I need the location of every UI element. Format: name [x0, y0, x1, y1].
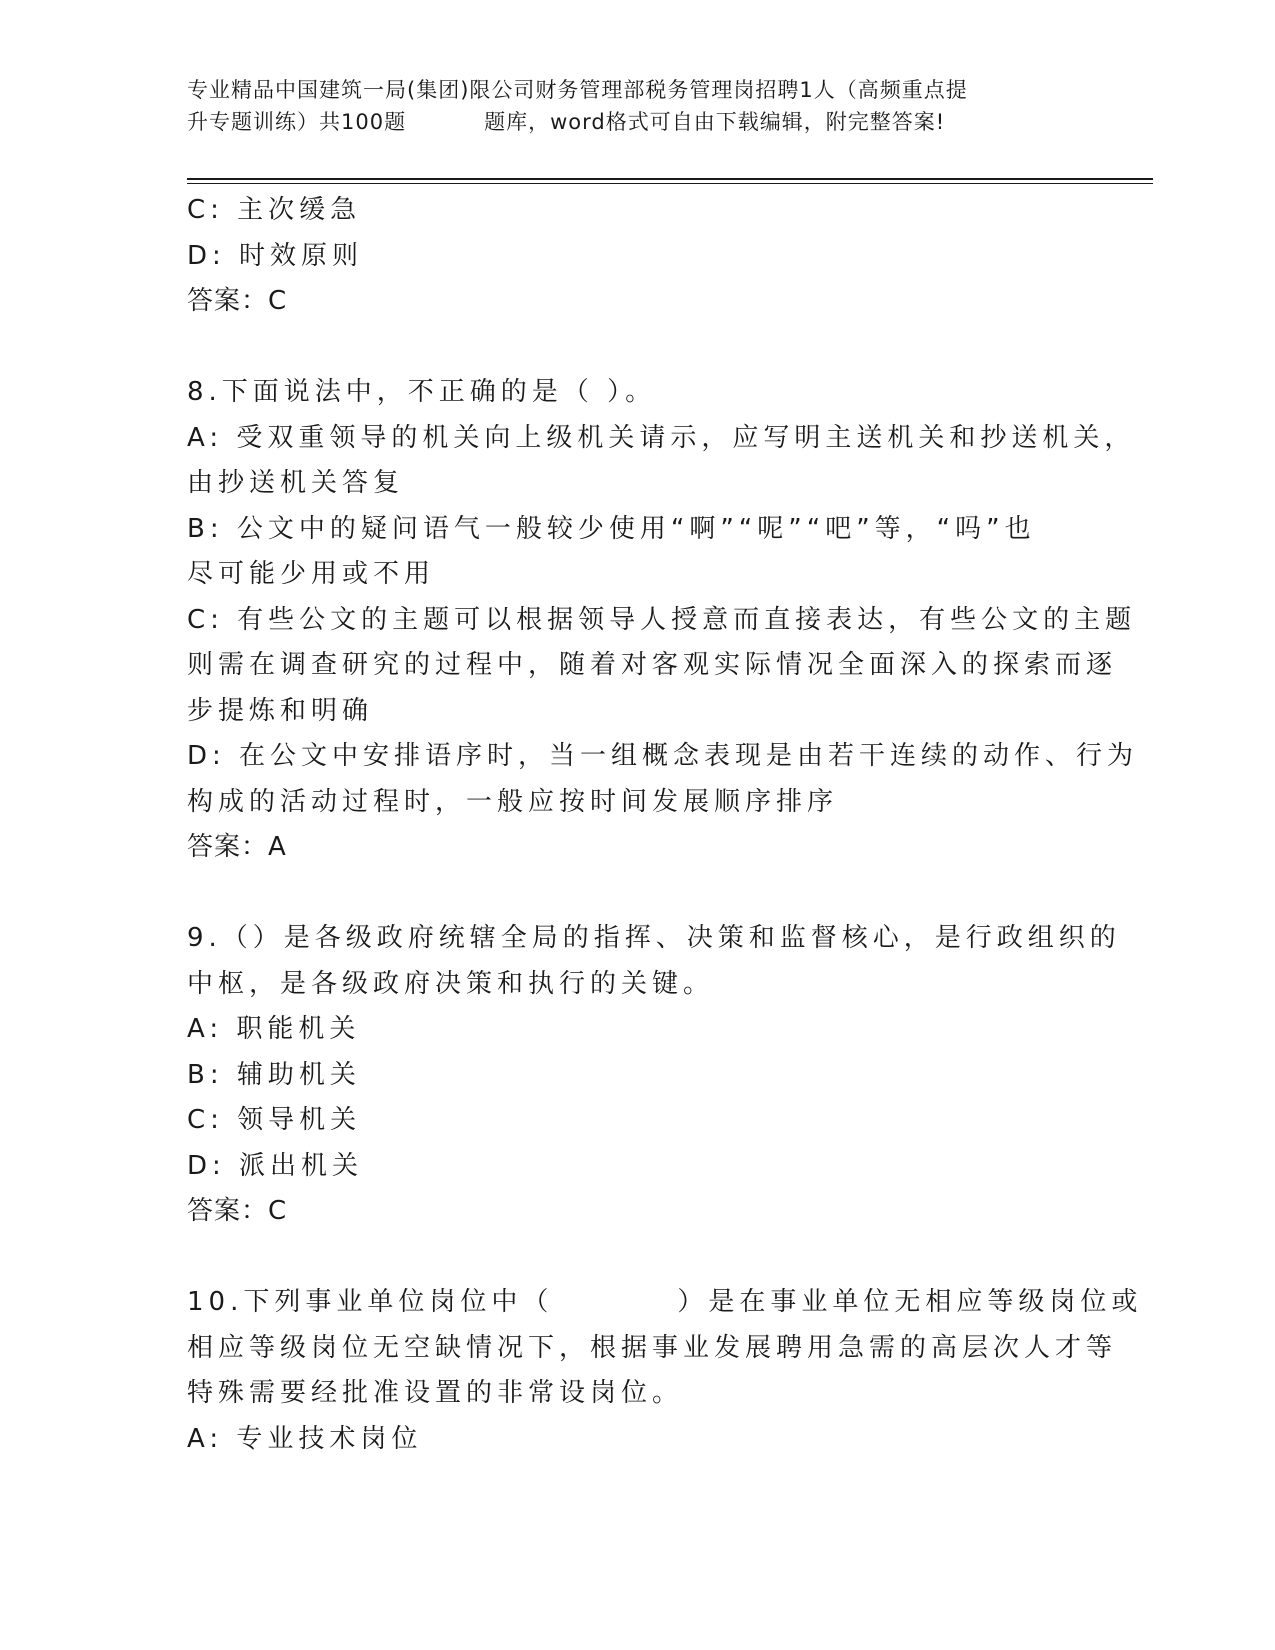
answer: 答案：C — [187, 286, 288, 316]
header-line-2-left: 升专题训练）共100题 — [187, 110, 407, 134]
option-d-line-1: D: 在公文中安排语序时，当一组概念表现是由若干连续的动作、行为 — [187, 741, 1139, 771]
spacer — [187, 1235, 1087, 1281]
question-stem: 8.下面说法中，不正确的是（ ）。 — [187, 377, 657, 407]
option-a: A: 专业技术岗位 — [187, 1423, 423, 1454]
question-content — [187, 188, 1143, 1462]
option-a: A: 职能机关 — [187, 1014, 361, 1044]
question-stem-line-1: 10.下列事业单位岗位中（ ）是在事业单位无相应等级岗位或 — [187, 1287, 1143, 1317]
header-line-1: 专业精品中国建筑一局(集团)限公司财务管理部税务管理岗招聘1人（高频重点提 — [187, 78, 968, 102]
option-c: C: 主次缓急 — [187, 195, 362, 225]
option-c-line-1: C: 有些公文的主题可以根据领导人授意而直接表达，有些公文的主题 — [187, 604, 1137, 635]
question-stem-line-2: 相应等级岗位无空缺情况下，根据事业发展聘用急需的高层次人才等 — [187, 1332, 1118, 1363]
option-d: D: 派出机关 — [187, 1150, 364, 1181]
header-line-2-right: 题库，word格式可自由下载编辑，附完整答案! — [484, 110, 946, 134]
answer: 答案：A — [187, 832, 287, 862]
question-10 — [187, 1280, 1143, 1462]
option-c: C: 领导机关 — [187, 1105, 362, 1135]
option-b: B: 辅助机关 — [187, 1059, 361, 1090]
option-d: D: 时效原则 — [187, 240, 364, 271]
question-stem-line-3: 特殊需要经批准设置的非常设岗位。 — [187, 1378, 684, 1408]
option-c-line-3: 步提炼和明确 — [187, 695, 374, 726]
question-stem-line-1: 9.（）是各级政府统辖全局的指挥、决策和监督核心，是行政组织的 — [187, 923, 1121, 953]
spacer — [187, 325, 1087, 371]
option-a-line-1: A: 受双重领导的机关向上级机关请示，应写明主送机关和抄送机关， — [187, 422, 1136, 453]
option-b-line-2: 尽可能少用或不用 — [187, 559, 436, 589]
question-9 — [187, 916, 1121, 1235]
answer: 答案：C — [187, 1196, 288, 1226]
question-stem-line-2: 中枢，是各级政府决策和执行的关键。 — [187, 968, 715, 999]
header-divider-thin — [187, 183, 1153, 184]
spacer — [187, 871, 1087, 917]
header-divider-thick — [187, 178, 1153, 180]
page-header — [187, 74, 1087, 138]
question-7-tail — [187, 188, 1087, 325]
option-b-line-1: B: 公文中的疑问语气一般较少使用“啊”“呢”“吧”等，“吗”也 — [187, 513, 1036, 544]
option-d-line-2: 构成的活动过程时，一般应按时间发展顺序排序 — [187, 786, 839, 817]
question-8 — [187, 370, 1139, 871]
option-c-line-2: 则需在调查研究的过程中，随着对客观实际情况全面深入的探索而逐 — [187, 650, 1118, 680]
header-line-2 — [187, 106, 1087, 138]
option-a-line-2: 由抄送机关答复 — [187, 468, 405, 498]
